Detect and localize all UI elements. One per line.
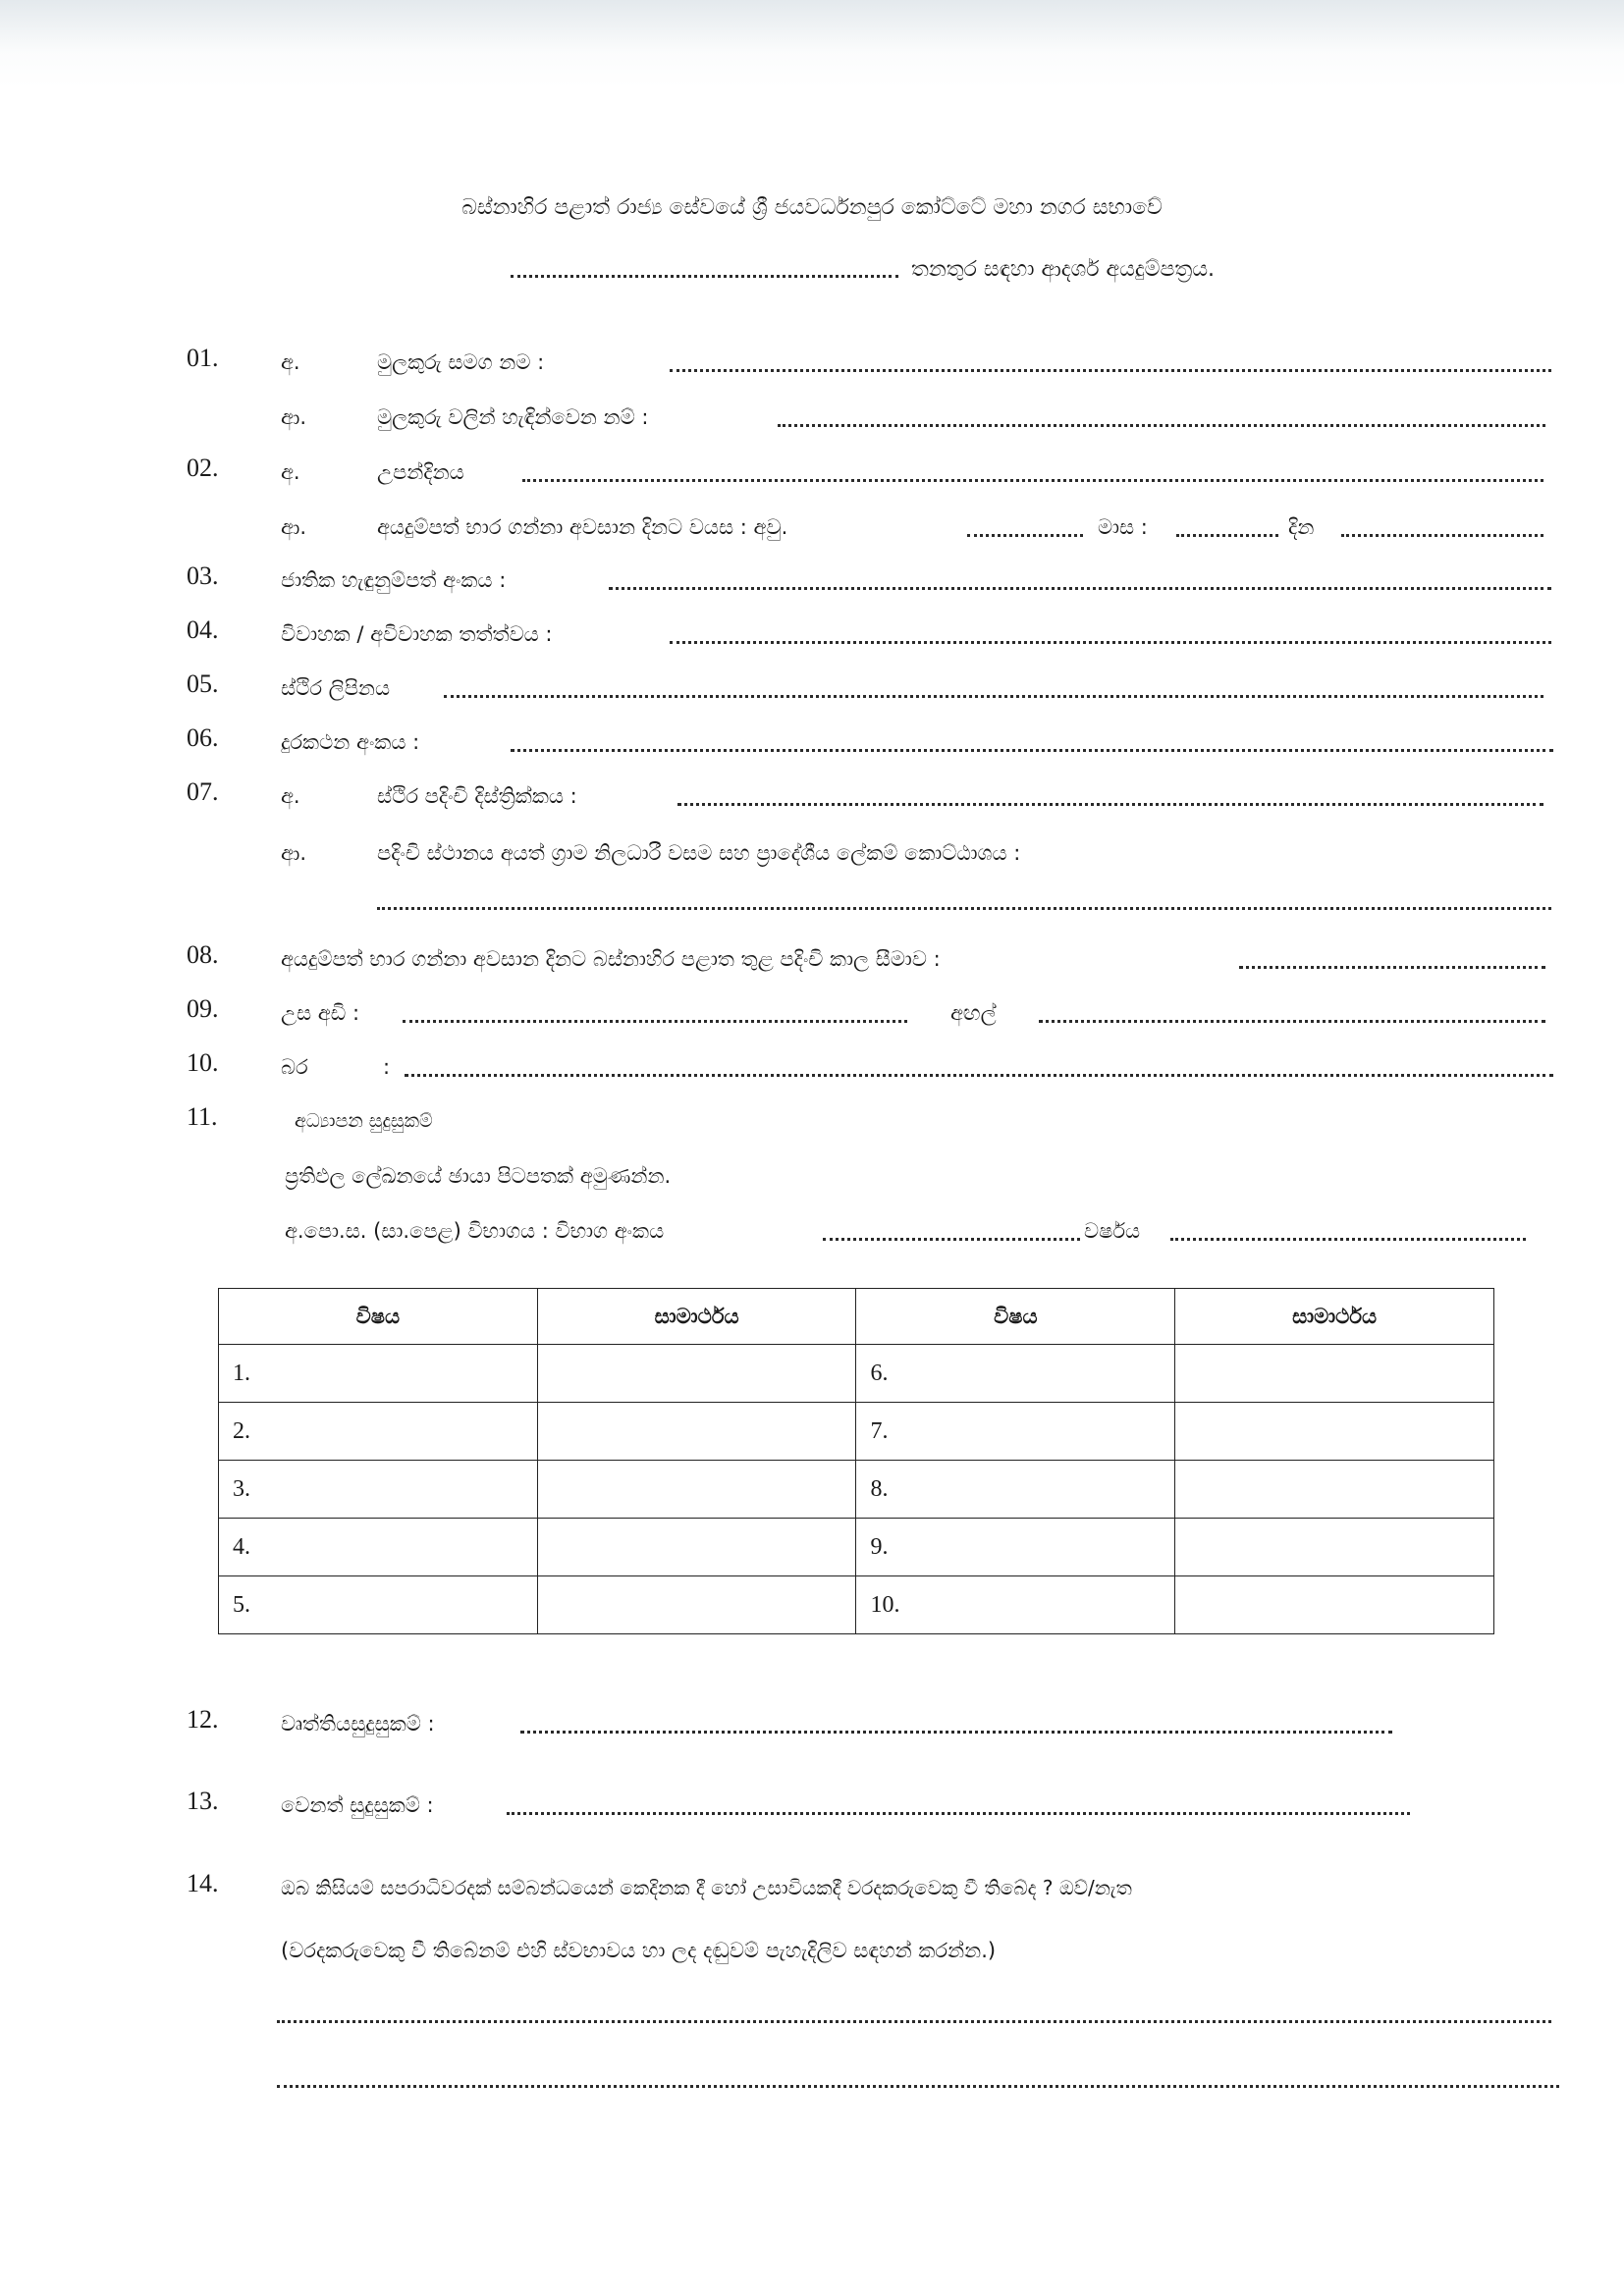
item-06-label: දුරකථන අංකය :	[281, 730, 420, 754]
item-number-08: 08.	[187, 940, 219, 969]
education-instruction: ප්‍රතිඵල ලේඛනයේ ඡායා පිටපතක් අමුණන්න.	[285, 1164, 672, 1188]
item-number-06: 06.	[187, 723, 219, 752]
subject-cell[interactable]: 5.	[219, 1576, 538, 1634]
item-number-04: 04.	[187, 615, 219, 644]
table-row	[219, 1461, 1494, 1519]
grade-cell[interactable]	[1175, 1345, 1494, 1403]
age-years-field[interactable]	[967, 534, 1083, 537]
item-05-label: ස්ථිර ලිපිනය	[281, 676, 391, 700]
item-12-label: වෘත්තියසුදුසුකම් :	[281, 1712, 435, 1735]
exam-year-field[interactable]	[1170, 1238, 1526, 1241]
item-04-label: විවාහක / අවිවාහක තත්ත්වය :	[281, 622, 553, 646]
nic-number-field[interactable]	[609, 587, 1551, 590]
education-title: අධ්‍යාපන සුදුසුකම්	[295, 1110, 433, 1132]
grade-cell[interactable]	[537, 1403, 856, 1461]
table-row	[219, 1345, 1494, 1403]
item-number-01: 01.	[187, 344, 219, 372]
item-07a-label: ස්ථිර පදිංචි දිස්ත්‍රික්කය :	[377, 784, 577, 808]
height-inches-field[interactable]	[1039, 1020, 1545, 1023]
date-of-birth-field[interactable]	[522, 479, 1543, 482]
conviction-details-line-2[interactable]	[277, 2085, 1559, 2088]
grade-cell[interactable]	[1175, 1519, 1494, 1576]
residence-period-field[interactable]	[1239, 966, 1545, 969]
item-number-14: 14.	[187, 1869, 219, 1897]
conviction-details-line-1[interactable]	[277, 2020, 1551, 2023]
subject-cell[interactable]: 9.	[856, 1519, 1175, 1576]
professional-qualifications-field[interactable]	[520, 1731, 1392, 1734]
item-01a-label: මුලකුරු සමග නම :	[377, 350, 545, 374]
item-07b-marker: ආ.	[281, 841, 307, 865]
marital-status-field[interactable]	[670, 641, 1551, 644]
item-10-label: බර	[281, 1055, 308, 1079]
form-header-line1: බස්නාහිර පළාත් රාජ්‍ය සේවයේ ශ්‍රී ජයවර්ධනපුර කෝට්ටේ මහා නගර සභාවේ	[461, 195, 1163, 220]
age-months-field[interactable]	[1176, 534, 1278, 537]
telephone-field[interactable]	[511, 749, 1553, 752]
item-02b-marker: ආ.	[281, 515, 307, 539]
item-07a-marker: අ.	[281, 784, 300, 808]
post-name-blank[interactable]	[511, 275, 898, 278]
item-01a-marker: අ.	[281, 350, 300, 374]
name-with-initials-field[interactable]	[778, 424, 1545, 427]
subject-cell[interactable]: 10.	[856, 1576, 1175, 1634]
item-14-question: ඔබ කිසියම් සපරාධිවරදක් සම්බන්ධයෙන් කෙදිනක දී හෝ උසාවියකදී වරදකරුවෙකු වී තිබේද ? ඔව්/නැත	[281, 1876, 1132, 1899]
item-09-inches-label: අඟල්	[950, 1001, 997, 1025]
subject-cell[interactable]: 6.	[856, 1345, 1175, 1403]
form-header-line2: තනතුර සඳහා ආදර්ශ අයදුම්පත්‍රය.	[911, 257, 1216, 282]
grade-cell[interactable]	[537, 1345, 856, 1403]
weight-field[interactable]	[405, 1074, 1553, 1077]
age-days-label: දින	[1288, 515, 1315, 539]
grade-cell[interactable]	[537, 1576, 856, 1634]
district-field[interactable]	[677, 803, 1543, 806]
other-qualifications-field[interactable]	[507, 1812, 1410, 1815]
subject-cell[interactable]: 8.	[856, 1461, 1175, 1519]
subject-cell[interactable]: 7.	[856, 1403, 1175, 1461]
item-number-02: 02.	[187, 454, 219, 482]
item-09-label: උස අඩි :	[281, 1001, 360, 1025]
grade-cell[interactable]	[1175, 1403, 1494, 1461]
table-row	[219, 1519, 1494, 1576]
ol-exam-label: අ.පො.ස. (සා.පෙළ) විභාගය : විභාග අංකය	[285, 1219, 665, 1243]
height-feet-field[interactable]	[403, 1020, 907, 1023]
item-number-12: 12.	[187, 1705, 219, 1734]
subject-cell[interactable]: 4.	[219, 1519, 538, 1576]
table-row	[219, 1403, 1494, 1461]
grade-header-right: සාමාර්ථය	[1175, 1289, 1494, 1345]
item-14-instruction: (වරදකරුවෙකු වී තිබේනම් එහි ස්වභාවය හා ලද දඬුවම් පැහැදිලිව සඳහන් කරන්න.)	[281, 1939, 997, 1962]
grade-cell[interactable]	[1175, 1576, 1494, 1634]
grade-cell[interactable]	[1175, 1461, 1494, 1519]
item-03-label: ජාතික හැඳුනුම්පත් අංකය :	[281, 568, 507, 592]
item-01b-label: මුලකුරු වලින් හැඳින්වෙන නම් :	[377, 405, 649, 429]
item-02a-label: උපන්දිනය	[377, 460, 464, 484]
subject-cell[interactable]: 1.	[219, 1345, 538, 1403]
subject-header-right: විෂය	[856, 1289, 1175, 1345]
grade-header-left: සාමාර්ථය	[537, 1289, 856, 1345]
item-07b-label: පදිංචි ස්ථානය අයත් ග්‍රාම නිලධාරී වසම සහ ප්‍රාදේශීය ලේකම් කොට්ඨාශය :	[377, 841, 1021, 865]
exam-year-label: වර්ෂය	[1084, 1219, 1141, 1243]
exam-index-field[interactable]	[823, 1238, 1080, 1241]
gn-ds-division-field[interactable]	[377, 907, 1551, 910]
item-number-03: 03.	[187, 561, 219, 590]
item-08-label: අයදුම්පත් භාර ගන්නා අවසාන දිනට බස්නාහිර පළාත තුළ පදිංචි කාල සීමාව :	[281, 947, 941, 971]
subject-header-left: විෂය	[219, 1289, 538, 1345]
permanent-address-field[interactable]	[444, 695, 1543, 698]
scan-top-shadow	[0, 0, 1624, 88]
table-row	[219, 1576, 1494, 1634]
item-number-10: 10.	[187, 1048, 219, 1077]
age-days-field[interactable]	[1341, 534, 1543, 537]
table-header-row	[219, 1289, 1494, 1345]
item-01b-marker: ආ.	[281, 405, 307, 429]
item-number-05: 05.	[187, 669, 219, 698]
item-13-label: වෙනත් සුදුසුකම් :	[281, 1793, 434, 1817]
item-number-07: 07.	[187, 777, 219, 806]
grade-cell[interactable]	[537, 1461, 856, 1519]
item-number-11: 11.	[187, 1102, 218, 1131]
item-02b-label: අයදුම්පත් භාර ගන්නා අවසාන දිනට වයස : අවු.	[377, 515, 788, 539]
age-months-label: මාස :	[1098, 515, 1148, 539]
grade-cell[interactable]	[537, 1519, 856, 1576]
item-10-colon: :	[383, 1055, 391, 1079]
subject-cell[interactable]: 2.	[219, 1403, 538, 1461]
item-number-09: 09.	[187, 994, 219, 1023]
ol-results-table	[218, 1288, 1494, 1634]
full-name-field[interactable]	[670, 369, 1551, 372]
item-number-13: 13.	[187, 1787, 219, 1815]
subject-cell[interactable]: 3.	[219, 1461, 538, 1519]
item-02a-marker: අ.	[281, 460, 300, 484]
